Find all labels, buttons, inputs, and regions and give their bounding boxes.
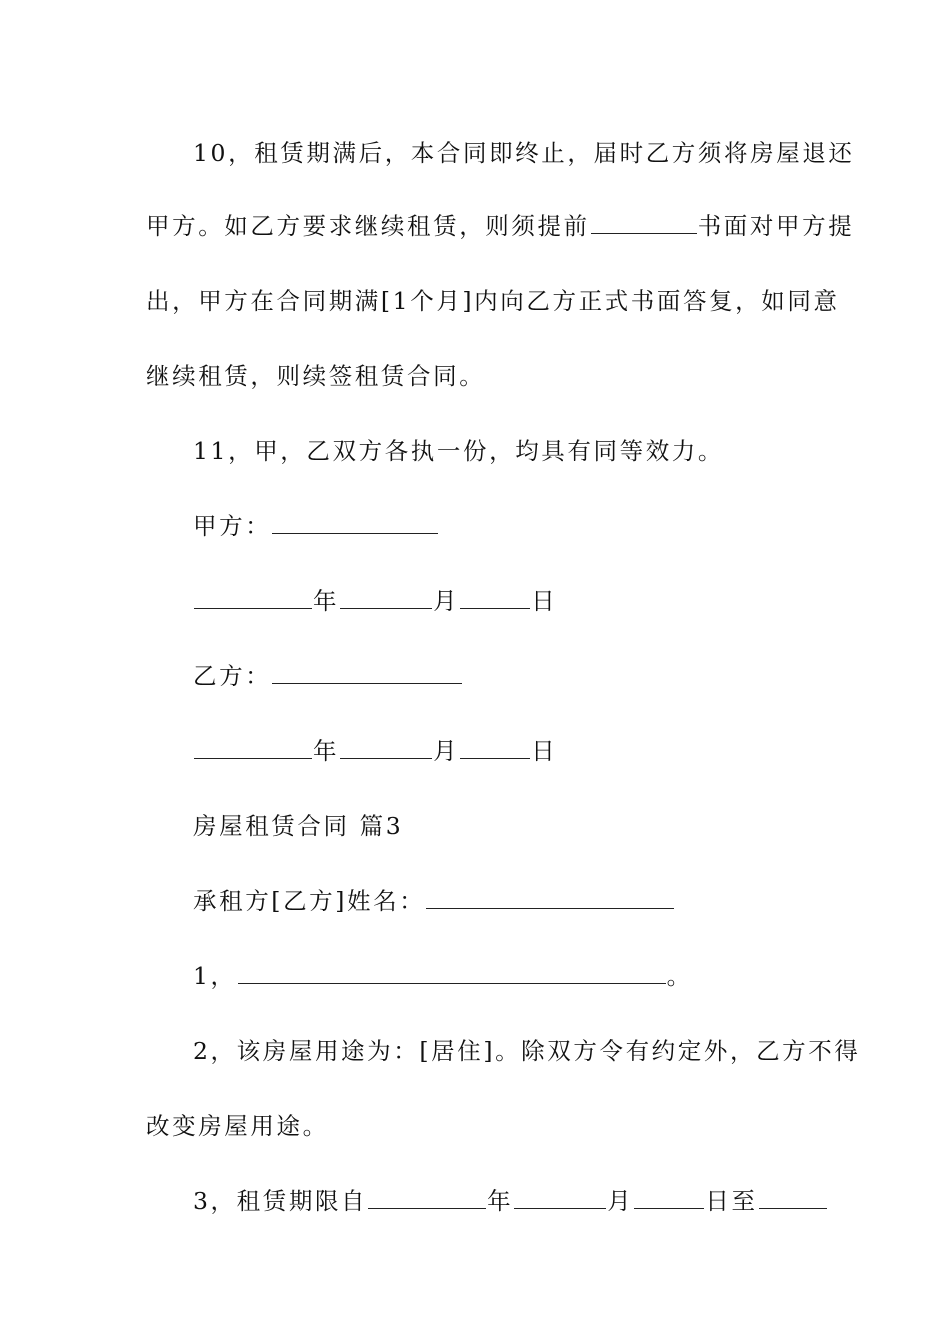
item-1-suffix: 。 [666, 962, 693, 990]
clause-10-line-2-text: 甲方。如乙方要求继续租赁，则须提前 [146, 212, 590, 240]
item-2-line-1: 2，该房屋用途为：[居住]。除双方令有约定外，乙方不得 [193, 1037, 861, 1065]
party-b-year-blank[interactable] [194, 754, 312, 759]
party-a-date-line [193, 586, 557, 616]
year-label: 年 [487, 1187, 514, 1215]
item-1-blank[interactable] [238, 979, 666, 984]
tenant-name-label: 承租方[乙方]姓名： [193, 887, 426, 915]
day-label: 日 [531, 587, 558, 615]
month-label: 月 [433, 587, 460, 615]
year-label: 年 [313, 737, 340, 765]
month-label: 月 [433, 737, 460, 765]
clause-10-line-2 [146, 211, 854, 241]
item-1-line [193, 961, 693, 991]
tenant-name-line [193, 886, 675, 916]
day-label: 日 [531, 737, 558, 765]
lease-start-day-blank[interactable] [634, 1204, 704, 1209]
item-3-prefix: 3，租赁期限自 [193, 1187, 368, 1215]
party-a-signature-line [193, 511, 439, 541]
party-a-blank[interactable] [272, 529, 438, 534]
clause-10-line-4: 继续租赁，则续签租赁合同。 [146, 362, 486, 390]
lease-end-year-blank[interactable] [759, 1204, 827, 1209]
party-a-year-blank[interactable] [194, 604, 312, 609]
party-b-blank[interactable] [272, 679, 462, 684]
advance-notice-blank[interactable] [591, 229, 697, 234]
year-label: 年 [313, 587, 340, 615]
lease-start-year-blank[interactable] [368, 1204, 486, 1209]
lease-start-month-blank[interactable] [514, 1204, 606, 1209]
clause-10-line-1: 10，租赁期满后，本合同即终止，届时乙方须将房屋退还 [193, 139, 855, 167]
party-a-day-blank[interactable] [460, 604, 530, 609]
item-1-prefix: 1， [193, 962, 237, 990]
clause-10-line-3: 出，甲方在合同期满[1个月]内向乙方正式书面答复，如同意 [146, 287, 840, 315]
party-b-day-blank[interactable] [460, 754, 530, 759]
tenant-name-blank[interactable] [426, 904, 674, 909]
day-to-label: 日至 [705, 1187, 758, 1215]
month-label: 月 [607, 1187, 634, 1215]
section-title: 房屋租赁合同 篇3 [193, 812, 404, 840]
party-a-label: 甲方： [193, 512, 272, 540]
party-b-label: 乙方： [193, 662, 272, 690]
item-3-line [193, 1186, 828, 1216]
party-b-month-blank[interactable] [340, 754, 432, 759]
clause-10-line-2-tail: 书面对甲方提 [697, 212, 855, 240]
clause-11: 11，甲，乙双方各执一份，均具有同等效力。 [193, 437, 725, 465]
item-2-line-2: 改变房屋用途。 [146, 1112, 329, 1140]
party-b-date-line [193, 736, 557, 766]
party-b-signature-line [193, 661, 463, 691]
party-a-month-blank[interactable] [340, 604, 432, 609]
